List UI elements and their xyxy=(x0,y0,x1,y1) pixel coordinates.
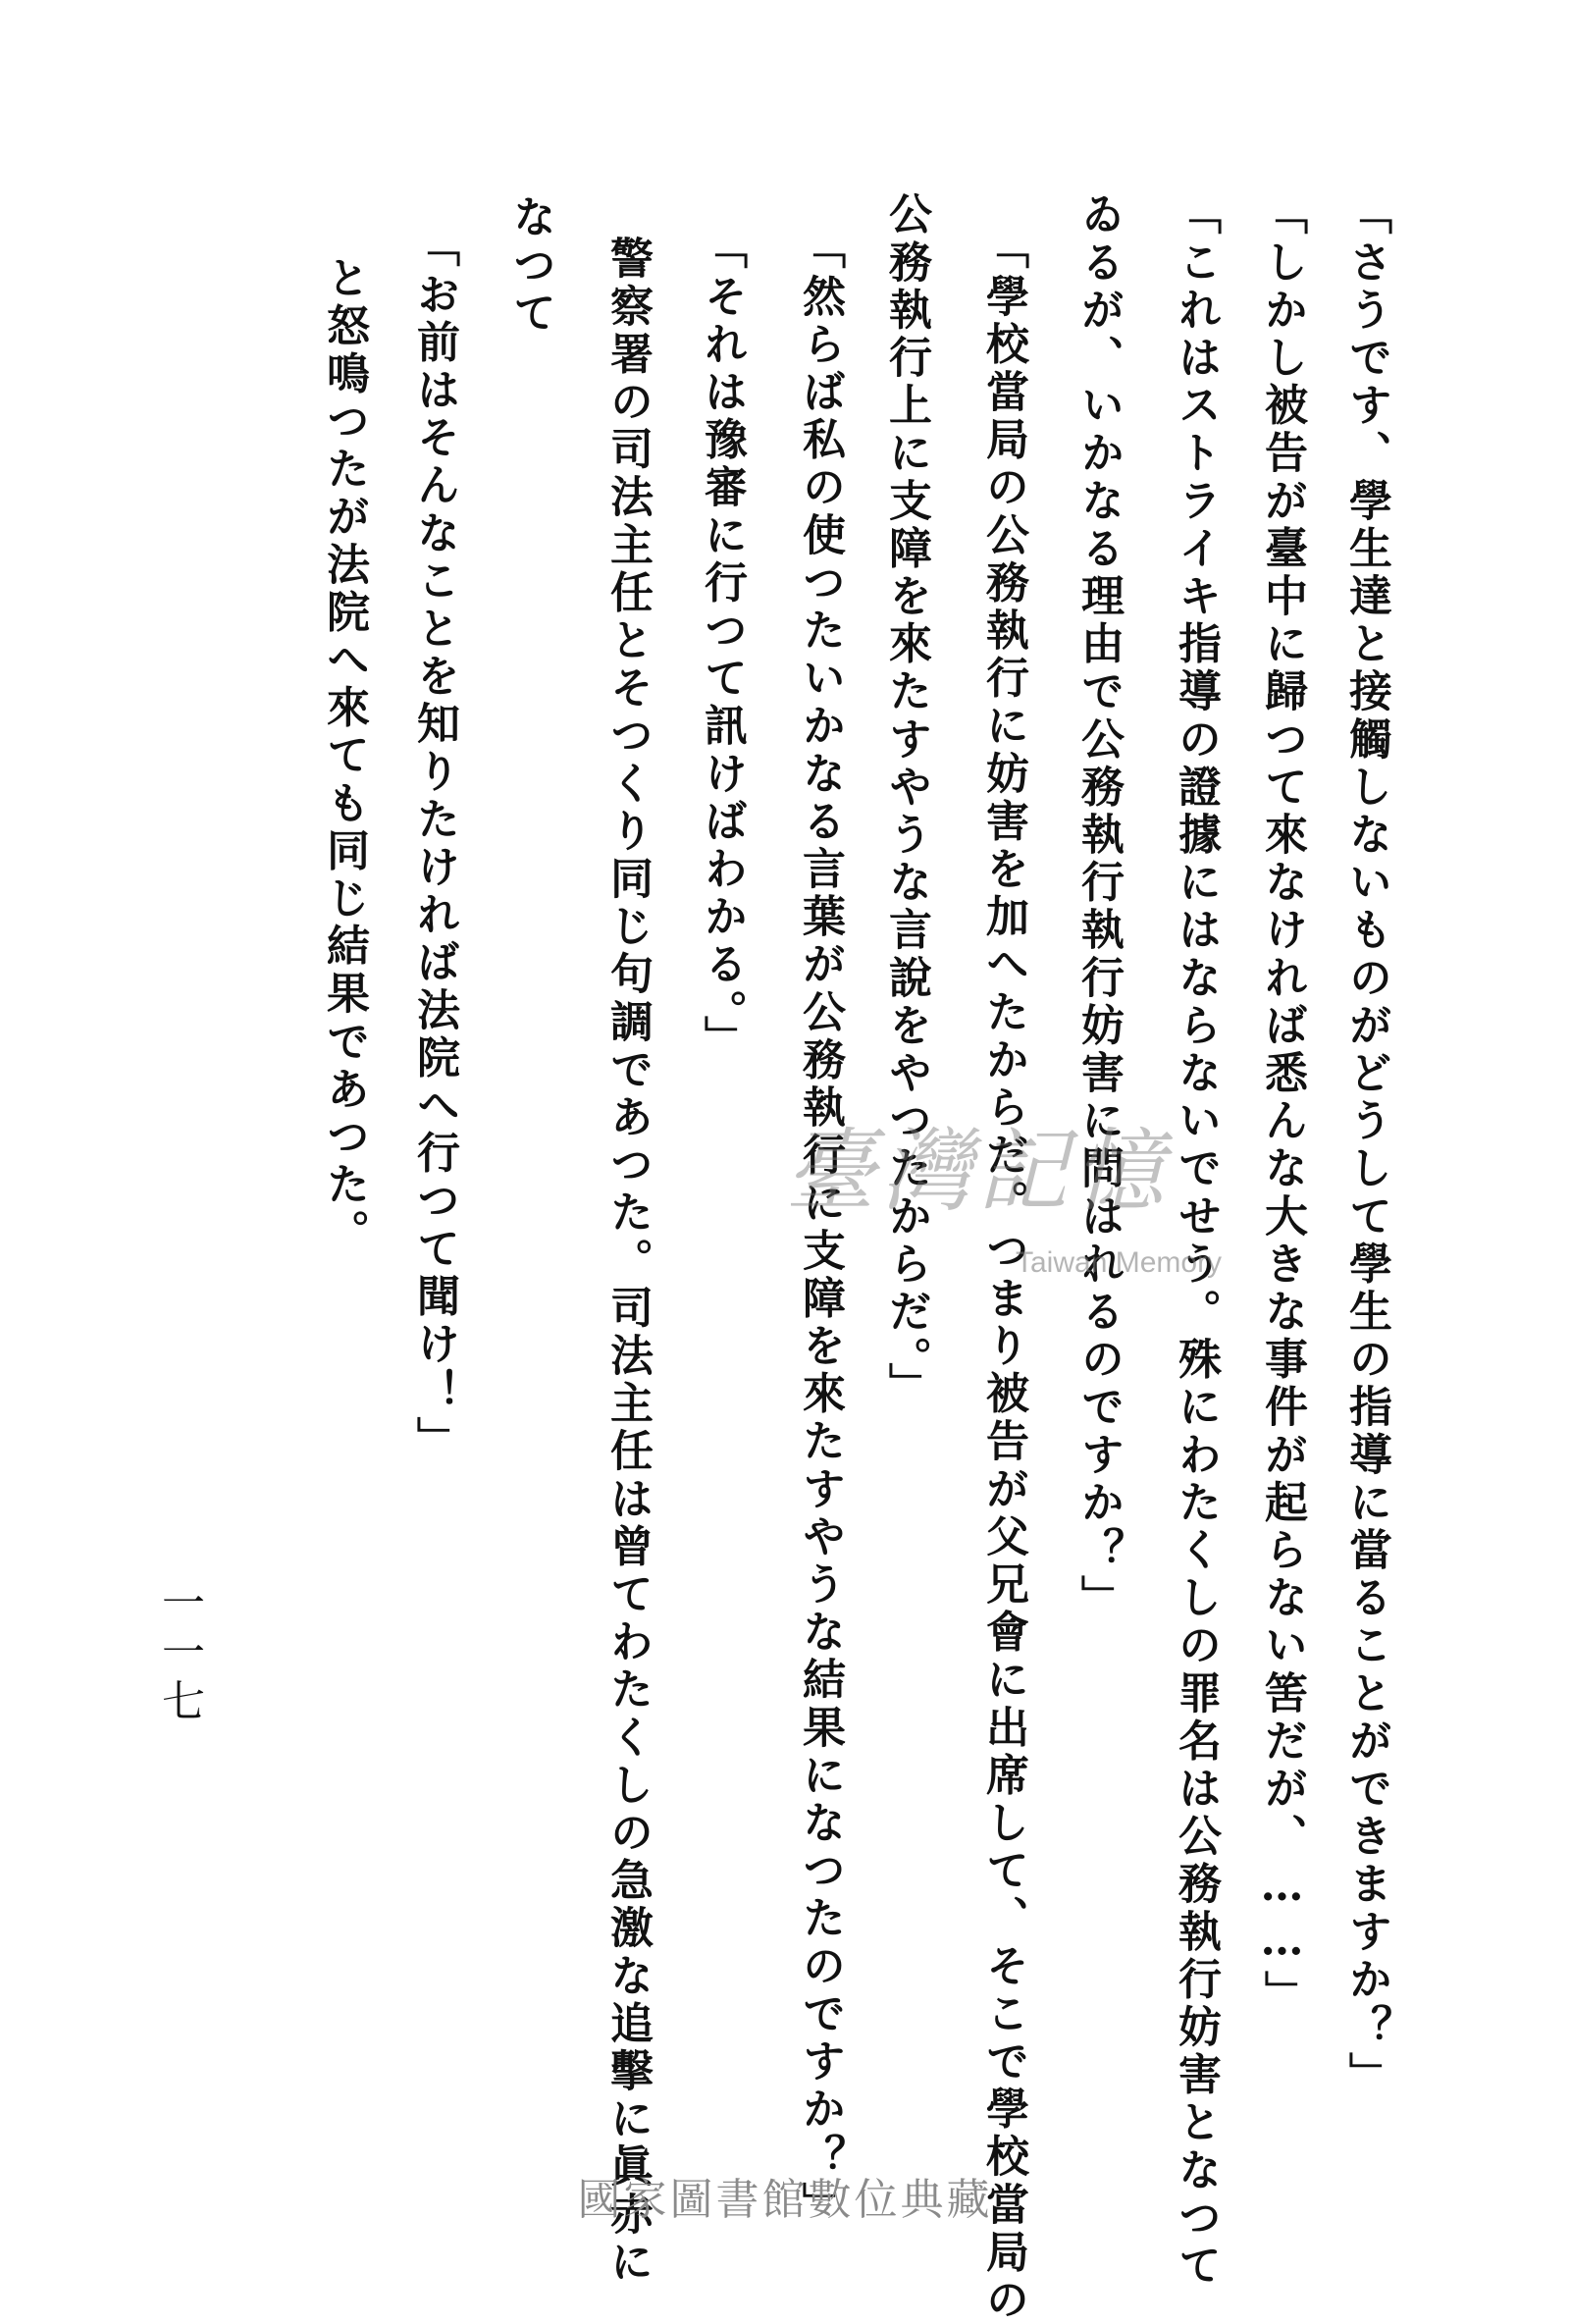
text-column-11: 「お前はそんなことを知りたければ法院へ行つて聞け！」 xyxy=(409,224,459,1464)
text-column-1: 「さうです、學生達と接觸しないものがどうして學生の指導に當ることができますか？」 xyxy=(1341,191,1391,2099)
text-column-2: 「しかし被告が臺中に歸つて來なければ悉んな大きな事件が起らない筈だが、……」 xyxy=(1257,191,1307,2018)
text-column-10: なつて xyxy=(505,194,555,338)
library-footer: 國家圖書館數位典藏 xyxy=(577,2175,993,2225)
page-number: 一一七 xyxy=(154,1580,204,1727)
text-column-9: 警察署の司法主任とそつくり同じ句調であつた。司法主任は曾てわたくしの急激な追擊に眞赤に xyxy=(602,236,653,2287)
text-column-12: と怒鳴つたが法院へ來ても同じ結果であつた。 xyxy=(319,255,369,1257)
text-column-5: 「學校當局の公務執行に妨害を加へたからだ。つまり被告が父兄會に出席して、そこで學校當局の xyxy=(978,226,1028,2324)
text-column-4: ゐるが、いかなる理由で公務執行執行妨害に問はれるのですか？」 xyxy=(1073,191,1124,1622)
text-column-7: 「然らば私の使つたいかなる言葉が公務執行に支障を來たすやうな結果になつたのですか？」 xyxy=(795,226,845,2230)
watermark-title: 臺灣記憶 xyxy=(785,1119,1171,1224)
text-column-6: 公務執行上に支障を來たすやうな言說をやつたからだ。」 xyxy=(881,191,931,1410)
text-column-8: 「それは豫審に行つて訊けばわかる。」 xyxy=(697,226,747,1063)
text-column-3: 「これはストライキ指導の證據にはならないでせう。殊にわたくしの罪名は公務執行妨害となつて xyxy=(1171,191,1221,2291)
watermark-subtitle: Taiwan Memory xyxy=(1016,1246,1223,1279)
